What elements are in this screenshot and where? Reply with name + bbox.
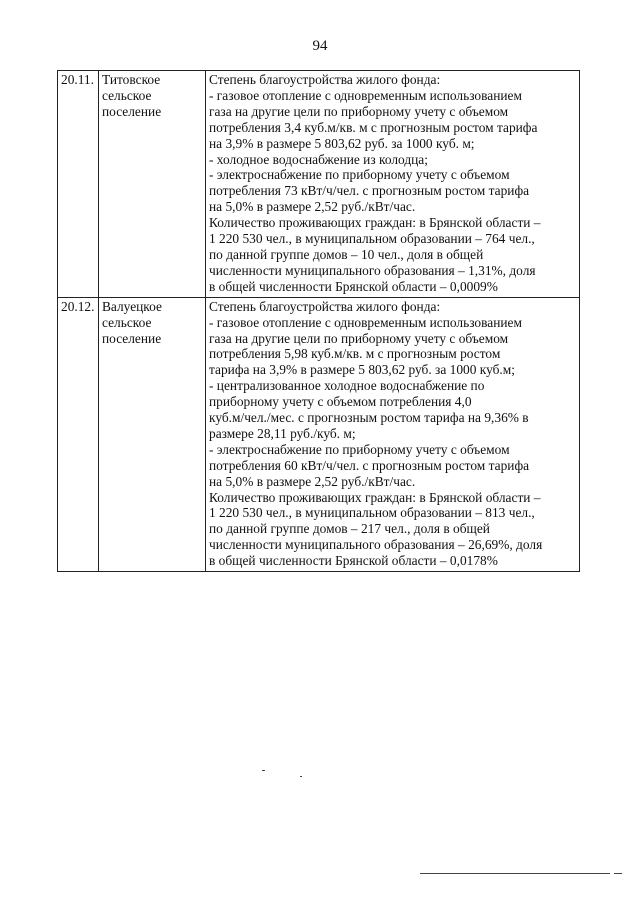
- description-line: потребления 73 кВт/ч/чел. с прогнозным ростом тарифа: [209, 183, 530, 199]
- table-row: [58, 71, 580, 298]
- description-line: газа на другие цели по приборному учету с объемом: [209, 103, 509, 119]
- description-line: газа на другие цели по приборному учету с объемом: [209, 330, 509, 346]
- description-line: - электроснабжение по приборному учету с объемом: [209, 441, 510, 457]
- description-line: потребления 5,98 куб.м/кв. м с прогнозным ростом: [209, 346, 501, 362]
- description-line: 1 220 530 чел., в муниципальном образовании – 764 чел.,: [209, 231, 535, 247]
- table-row: [58, 297, 580, 571]
- description-line: в общей численности Брянской области – 0,0178%: [209, 553, 498, 569]
- description-line: - централизованное холодное водоснабжение по: [209, 378, 485, 394]
- description-line: - газовое отопление с одновременным использованием: [209, 87, 522, 103]
- settlement-name-cell: [99, 71, 206, 298]
- description-line: Степень благоустройства жилого фонда:: [209, 72, 441, 87]
- description-line: Количество проживающих граждан: в Брянской области –: [209, 489, 541, 505]
- description-line: на 5,0% в размере 2,52 руб./кВт/час.: [209, 473, 416, 489]
- footer-rule-end: [614, 873, 622, 874]
- settlement-name-line: Валуецкое: [102, 298, 162, 314]
- description-line: на 3,9% в размере 5 803,62 руб. за 1000 куб. м;: [209, 135, 475, 151]
- description-line: тарифа на 3,9% в размере 5 803,62 руб. за 1000 куб.м;: [209, 362, 515, 378]
- settlement-name-line: сельское: [102, 314, 152, 330]
- page-number: 94: [312, 38, 328, 54]
- description-line: - холодное водоснабжение из колодца;: [209, 151, 428, 167]
- description-line: по данной группе домов – 10 чел., доля в общей: [209, 246, 484, 262]
- description-line: - газовое отопление с одновременным использованием: [209, 314, 522, 330]
- description-line: размере 28,11 руб./куб. м;: [209, 425, 356, 441]
- settlement-name-line: Титовское: [102, 72, 161, 87]
- description-line: приборному учету с объемом потребления 4,0: [209, 394, 472, 410]
- settlement-name-line: сельское: [102, 87, 152, 103]
- description-cell: [206, 297, 580, 571]
- tariff-table: [57, 70, 580, 572]
- settlement-name-cell: [99, 297, 206, 571]
- description-line: куб.м/чел./мес. с прогнозным ростом тарифа на 9,36% в: [209, 410, 529, 426]
- description-line: потребления 3,4 куб.м/кв. м с прогнозным ростом тарифа: [209, 119, 538, 135]
- description-line: - электроснабжение по приборному учету с объемом: [209, 167, 510, 183]
- footer-rule: [420, 873, 610, 874]
- scan-mark-1: [262, 770, 265, 771]
- description-line: Степень благоустройства жилого фонда:: [209, 298, 441, 314]
- description-line: численности муниципального образования – 26,69%, доля: [209, 537, 543, 553]
- description-line: на 5,0% в размере 2,52 руб./кВт/час.: [209, 199, 416, 215]
- description-line: в общей численности Брянской области – 0,0009%: [209, 278, 498, 294]
- description-line: по данной группе домов – 217 чел., доля в общей: [209, 521, 490, 537]
- settlement-name-line: поселение: [102, 330, 162, 346]
- scan-mark-2: [300, 776, 302, 777]
- description-line: Количество проживающих граждан: в Брянской области –: [209, 215, 541, 231]
- description-line: потребления 60 кВт/ч/чел. с прогнозным ростом тарифа: [209, 457, 530, 473]
- description-cell: [206, 71, 580, 298]
- row-number: 20.11.: [58, 71, 99, 298]
- settlement-name-line: поселение: [102, 103, 162, 119]
- table-body: [58, 71, 580, 572]
- description-line: численности муниципального образования – 1,31%, доля: [209, 262, 536, 278]
- description-line: 1 220 530 чел., в муниципальном образовании – 813 чел.,: [209, 505, 535, 521]
- row-number: 20.12.: [58, 297, 99, 571]
